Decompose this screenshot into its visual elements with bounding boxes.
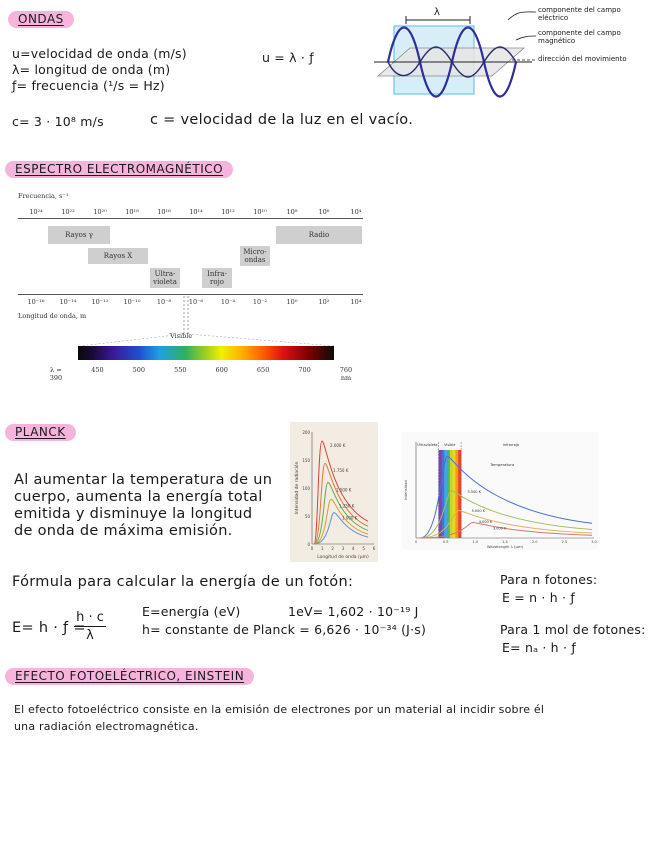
wl-tick: 10⁴ xyxy=(350,298,362,306)
band-radio: Radio xyxy=(276,226,362,244)
blackbody-chart-1-svg xyxy=(290,422,378,562)
wl-tick: 10⁻⁴ xyxy=(220,298,236,306)
chart2-curve-label: 4.000 K xyxy=(478,519,493,524)
heading-espectro: ESPECTRO ELECTROMAGNÉTICO xyxy=(5,161,233,178)
n-photons-formula: E = n · h · ƒ xyxy=(502,590,576,605)
freq-tick: 10¹⁶ xyxy=(157,208,171,216)
wl-tick: 10⁻¹⁴ xyxy=(59,298,77,306)
heading-ondas: ONDAS xyxy=(8,11,74,28)
chart1-xtick: 3 xyxy=(341,546,345,551)
freq-tick: 10¹⁸ xyxy=(125,208,139,216)
chart1-ytick: 50 xyxy=(304,514,310,519)
chart1-ytick: 150 xyxy=(302,458,310,463)
freq-tick: 10⁴ xyxy=(350,208,362,216)
chart2-region-label: Infrarrojo xyxy=(502,443,519,447)
chart1-xtick: 5 xyxy=(362,546,365,551)
visible-tick: 650 xyxy=(256,366,270,374)
chart2-xtick: 1.0 xyxy=(472,540,479,544)
ev-conversion: 1eV= 1,602 · 10⁻¹⁹ J xyxy=(288,604,419,619)
einstein-text-line-2: una radiación electromagnética. xyxy=(14,720,199,733)
chart2-ylabel: Intensidad xyxy=(403,480,408,500)
wl-axis-label: Longitud de onda, m xyxy=(18,312,87,320)
visible-tick: 450 xyxy=(91,366,104,374)
band-gamma: Rayos γ xyxy=(48,226,110,244)
freq-tick-labels xyxy=(18,208,368,218)
freq-tick: 10²⁰ xyxy=(93,208,107,216)
wl-tick: 10⁰ xyxy=(286,298,298,306)
wl-tick: 10⁻⁶ xyxy=(188,298,204,306)
wl-tick: 10⁻¹⁶ xyxy=(27,298,45,306)
chart1-curve xyxy=(314,513,368,544)
einstein-text-line-1: El efecto fotoeléctrico consiste en la emisión de electrones por un material al incidir sobre él xyxy=(14,703,545,716)
photon-energy-formula: E= h · ƒ = xyxy=(12,620,86,636)
chart1-ytick: 100 xyxy=(302,486,310,491)
chart2-xtick: 2.5 xyxy=(561,540,568,544)
visible-spectrum-bar xyxy=(78,346,334,360)
planck-constant-definition: h= constante de Planck = 6,626 · 10⁻³⁴ (J·s) xyxy=(142,622,427,637)
chart1-curve-label: 1.250 K xyxy=(339,503,355,509)
planck-text-line-4: de onda de máxima emisión. xyxy=(14,523,233,539)
visible-tick: 600 xyxy=(215,366,228,374)
band-xray: Rayos X xyxy=(88,248,148,264)
annot-electric: componente del campo eléctrico xyxy=(538,6,621,22)
visible-tick: 550 xyxy=(174,366,187,374)
chart1-xtick: 1 xyxy=(321,546,324,551)
visible-tick-labels xyxy=(18,366,368,382)
fraction-numerator: h · c xyxy=(76,610,104,625)
wl-tick: 10⁻² xyxy=(252,298,268,306)
heading-planck: PLANCK xyxy=(5,424,76,441)
wl-tick: 10⁻¹² xyxy=(91,298,109,306)
freq-tick: 10¹⁴ xyxy=(189,208,203,216)
chart1-xtick: 2 xyxy=(331,546,334,551)
freq-axis-label: Frecuencia, s⁻¹ xyxy=(18,192,69,200)
photon-formula-title: Fórmula para calcular la energía de un fotón: xyxy=(12,574,354,590)
chart2-region-label: Ultravioleta xyxy=(417,443,438,447)
chart1-curve-label: 1.500 K xyxy=(336,487,352,493)
freq-axis xyxy=(18,218,363,219)
freq-tick: 10¹² xyxy=(221,208,235,216)
visible-tick: λ = 390 xyxy=(49,366,63,382)
chart1-ytick: 0 xyxy=(307,542,310,547)
annot-magnetic: componente del campo magnético xyxy=(538,29,621,45)
formula-wave-speed: u = λ · ƒ xyxy=(262,50,314,65)
planck-text-line-3: emitida y disminuye la longitud xyxy=(14,506,253,522)
freq-tick: 10¹⁰ xyxy=(253,208,267,216)
heading-einstein: EFECTO FOTOELÉCTRICO, EINSTEIN xyxy=(5,668,254,685)
chart2-curve-label: 3.000 K xyxy=(492,526,507,531)
mol-photons-formula: E= nₐ · h · ƒ xyxy=(502,640,576,655)
chart2-curve-label: 5.500 K xyxy=(467,490,481,495)
chart1-xtick: 4 xyxy=(352,546,355,551)
wavelength-label: λ xyxy=(434,7,440,18)
blackbody-chart-2 xyxy=(402,432,598,550)
fraction-denominator: λ xyxy=(86,628,94,643)
chart1-xtick: 0 xyxy=(310,546,314,551)
chart1-xtick: 6 xyxy=(372,546,376,551)
annot-direction: dirección del movimiento xyxy=(538,55,627,63)
band-ir: Infra-rojo xyxy=(202,268,232,288)
def-wavelength: λ= longitud de onda (m) xyxy=(12,62,171,77)
chart2-visible-band xyxy=(450,450,453,538)
chart1-curve-label: 1.750 K xyxy=(333,467,349,473)
chart1-ytick: 200 xyxy=(302,430,310,435)
em-spectrum-figure xyxy=(18,188,368,400)
visible-tick: 500 xyxy=(132,366,146,374)
def-frequency: ƒ= frecuencia (¹/s = Hz) xyxy=(12,78,165,93)
annotation-lines xyxy=(500,6,540,66)
fraction-hc-over-lambda xyxy=(74,610,106,643)
wl-tick: 10² xyxy=(318,298,330,306)
blackbody-chart-1 xyxy=(290,422,378,562)
chart2-xlabel: Wavelength λ (µm) xyxy=(486,544,524,549)
n-photons-title: Para n fotones: xyxy=(500,572,598,587)
chart2-region-label: Visible xyxy=(444,443,456,447)
freq-tick: 10⁸ xyxy=(286,208,298,216)
chart2-xtick: 2.0 xyxy=(531,540,538,544)
chart1-curve-label: 2.000 K xyxy=(330,443,346,449)
chart1-curve-label: 1.000 K xyxy=(342,515,358,521)
planck-text-line-1: Al aumentar la temperatura de un xyxy=(14,472,273,488)
chart2-xtick: 3.0 xyxy=(591,540,597,544)
chart2-curve-label: 5.000 K xyxy=(471,508,486,513)
energy-definition: E=energía (eV) xyxy=(142,604,241,619)
wl-tick: 10⁻⁸ xyxy=(156,298,172,306)
visible-tick: 700 xyxy=(298,366,311,374)
wl-tick: 10⁻¹⁰ xyxy=(123,298,141,306)
chart2-xtick: 0.5 xyxy=(442,540,449,544)
speed-of-light-value: c= 3 · 10⁸ m/s xyxy=(12,114,104,129)
chart1-xlabel: Longitud de onda (µm) xyxy=(317,555,369,560)
chart2-xtick: 0 xyxy=(414,540,418,544)
chart1-ylabel: Intensidad de radiación xyxy=(295,461,300,515)
chart2-xtick: 1.5 xyxy=(502,540,508,544)
band-microwave: Micro-ondas xyxy=(240,246,270,266)
chart2-legend-title: Temperatura xyxy=(490,462,515,467)
visible-label: Visible xyxy=(170,332,193,340)
mol-photons-title: Para 1 mol de fotones: xyxy=(500,622,646,637)
visible-tick: 760 nm xyxy=(339,366,353,382)
band-uv: Ultra-violeta xyxy=(150,268,180,288)
speed-of-light-definition: c = velocidad de la luz en el vacío. xyxy=(150,112,414,128)
freq-tick: 10⁶ xyxy=(318,208,330,216)
planck-text-line-2: cuerpo, aumenta la energía total xyxy=(14,489,263,505)
freq-tick: 10²² xyxy=(61,208,75,216)
freq-tick: 10²⁴ xyxy=(29,208,43,216)
blackbody-chart-2-svg xyxy=(402,432,598,550)
def-velocity: u=velocidad de onda (m/s) xyxy=(12,46,187,61)
